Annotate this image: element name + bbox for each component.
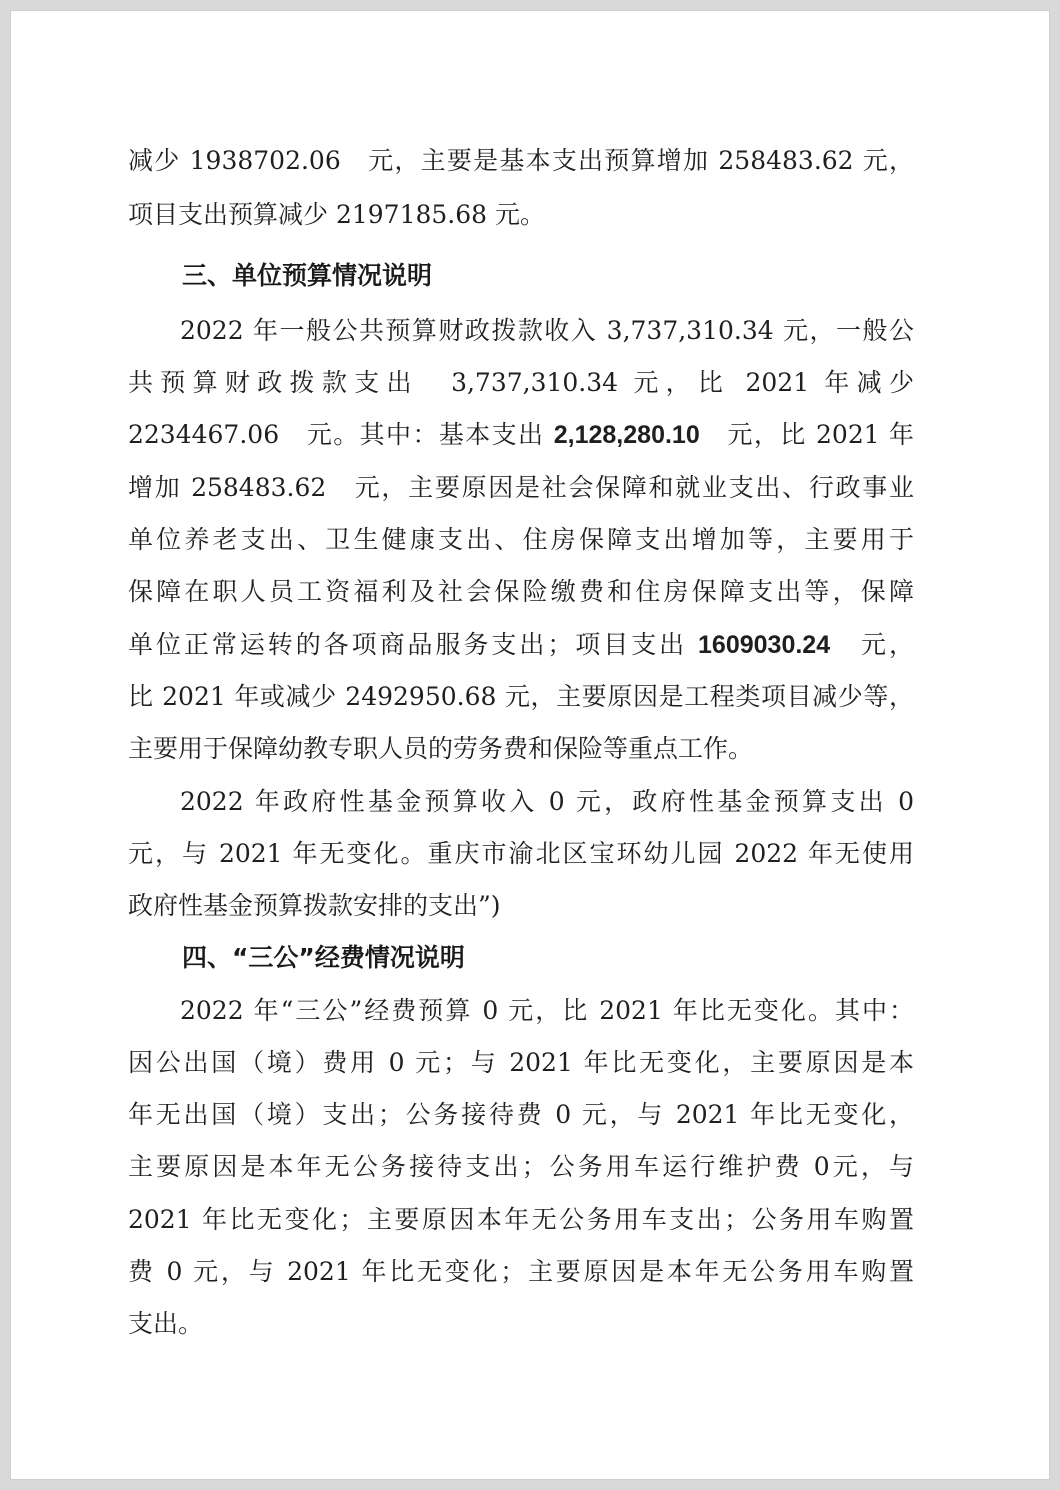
text-fragment: 单位正常运转的各项商品服务支出；项目支出: [128, 630, 699, 659]
text-line: 共预算财政拨款支出 3,737,310.34 元，比 2021 年减少: [128, 368, 914, 397]
text-line: 主要用于保障幼教专职人员的劳务费和保险等重点工作。: [128, 734, 754, 763]
text-line: 2022 年一般公共预算财政拨款收入 3,737,310.34 元，一般公: [180, 316, 914, 345]
text-line: 主要原因是本年无公务接待支出；公务用车运行维护费 0元，与: [128, 1152, 914, 1181]
text-line: 比 2021 年或减少 2492950.68 元，主要原因是工程类项目减少等，: [128, 682, 914, 711]
section-heading-three-public: 四、“三公”经费情况说明: [182, 943, 465, 972]
basic-expenditure-amount: 2,128,280.10: [553, 421, 700, 449]
text-line: 年无出国（境）支出；公务接待费 0 元，与 2021 年比无变化，: [128, 1100, 914, 1129]
text-fragment: 2234467.06 元。其中：基本支出: [128, 420, 554, 449]
text-line: 单位养老支出、卫生健康支出、住房保障支出增加等，主要用于: [128, 525, 914, 554]
text-line: 2021 年比无变化；主要原因本年无公务用车支出；公务用车购置: [128, 1205, 914, 1234]
text-line: 保障在职人员工资福利及社会保险缴费和住房保障支出等，保障: [128, 577, 914, 606]
text-line: [128, 627, 914, 663]
text-line: 政府性基金预算拨款安排的支出”): [128, 891, 501, 920]
text-line: 增加 258483.62 元，主要原因是社会保障和就业支出、行政事业: [128, 473, 914, 502]
text-line: 减少 1938702.06 元，主要是基本支出预算增加 258483.62 元，: [128, 146, 914, 175]
text-line: 2022 年政府性基金预算收入 0 元，政府性基金预算支出 0: [180, 787, 914, 816]
text-line: 支出。: [128, 1309, 204, 1338]
text-line: 元，与 2021 年无变化。重庆市渝北区宝环幼儿园 2022 年无使用: [128, 839, 914, 868]
text-line: 因公出国（境）费用 0 元；与 2021 年比无变化，主要原因是本: [128, 1048, 914, 1077]
text-fragment: 元，: [830, 630, 914, 659]
text-line: [128, 417, 914, 453]
text-line: 费 0 元，与 2021 年比无变化；主要原因是本年无公务用车购置: [128, 1257, 914, 1286]
text-line: 2022 年“三公”经费预算 0 元，比 2021 年比无变化。其中：: [180, 996, 914, 1025]
section-heading-unit-budget: 三、单位预算情况说明: [182, 261, 433, 290]
text-line: 项目支出预算减少 2197185.68 元。: [128, 200, 545, 229]
text-fragment: 元，比 2021 年: [699, 420, 914, 449]
project-expenditure-amount: 1609030.24: [698, 631, 831, 659]
